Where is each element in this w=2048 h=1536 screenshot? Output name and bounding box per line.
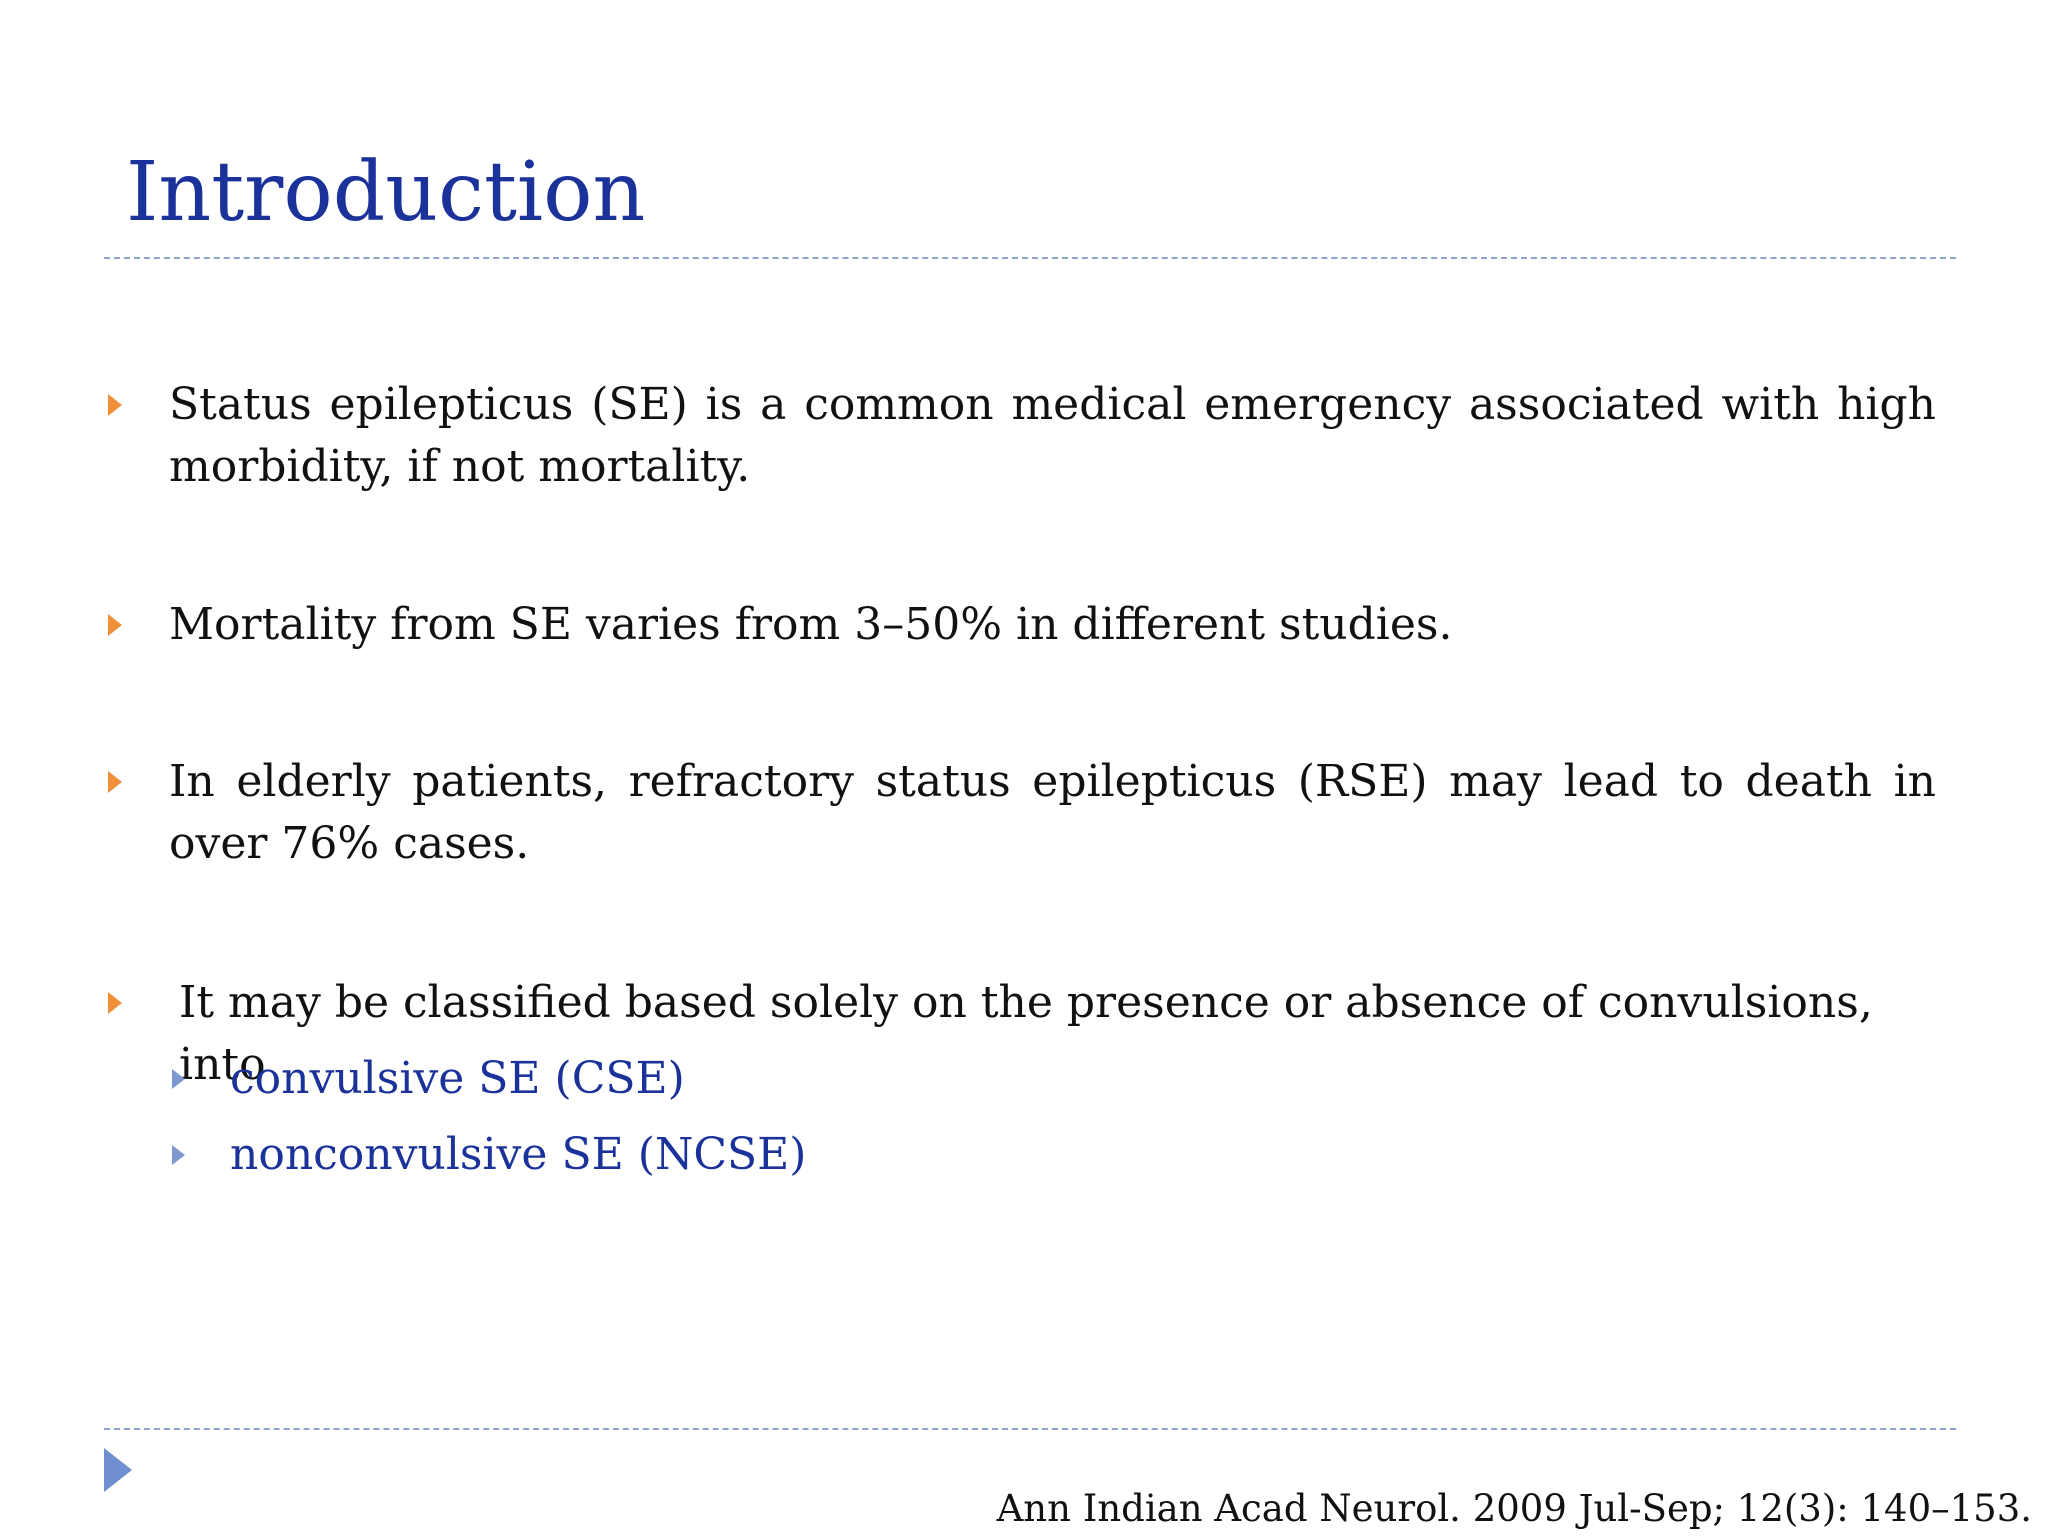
bullet-item xyxy=(104,594,1936,656)
triangle-right-icon xyxy=(108,614,122,636)
bullet-text: It may be classified based solely on the presence or absence of convulsions, into xyxy=(179,977,1873,1090)
bullet-text: In elderly patients, refractory status epilepticus (RSE) may lead to death in over 76% cases. xyxy=(169,756,1936,869)
triangle-right-icon xyxy=(108,992,122,1014)
bullet-text: Status epilepticus (SE) is a common medical emergency associated with high morbidity, if not mortality. xyxy=(169,379,1936,492)
slide-title: Introduction xyxy=(126,145,646,240)
triangle-right-icon xyxy=(108,394,122,416)
title-divider xyxy=(104,257,1956,259)
bullet-item xyxy=(104,374,1936,498)
bullet-item xyxy=(104,751,1936,875)
triangle-right-icon xyxy=(108,771,122,793)
bullet-text: Mortality from SE varies from 3–50% in different studies. xyxy=(169,599,1453,650)
citation: Ann Indian Acad Neurol. 2009 Jul-Sep; 12(3): 140–153. xyxy=(996,1487,2032,1530)
sub-bullet-item xyxy=(170,1048,685,1110)
triangle-right-icon xyxy=(172,1145,185,1165)
sub-bullet-item xyxy=(170,1124,806,1186)
play-arrow-icon xyxy=(104,1448,132,1492)
footer-divider xyxy=(104,1428,1956,1430)
triangle-right-icon xyxy=(172,1069,185,1089)
sub-bullet-text: convulsive SE (CSE) xyxy=(230,1053,685,1104)
sub-bullet-text: nonconvulsive SE (NCSE) xyxy=(230,1129,807,1180)
